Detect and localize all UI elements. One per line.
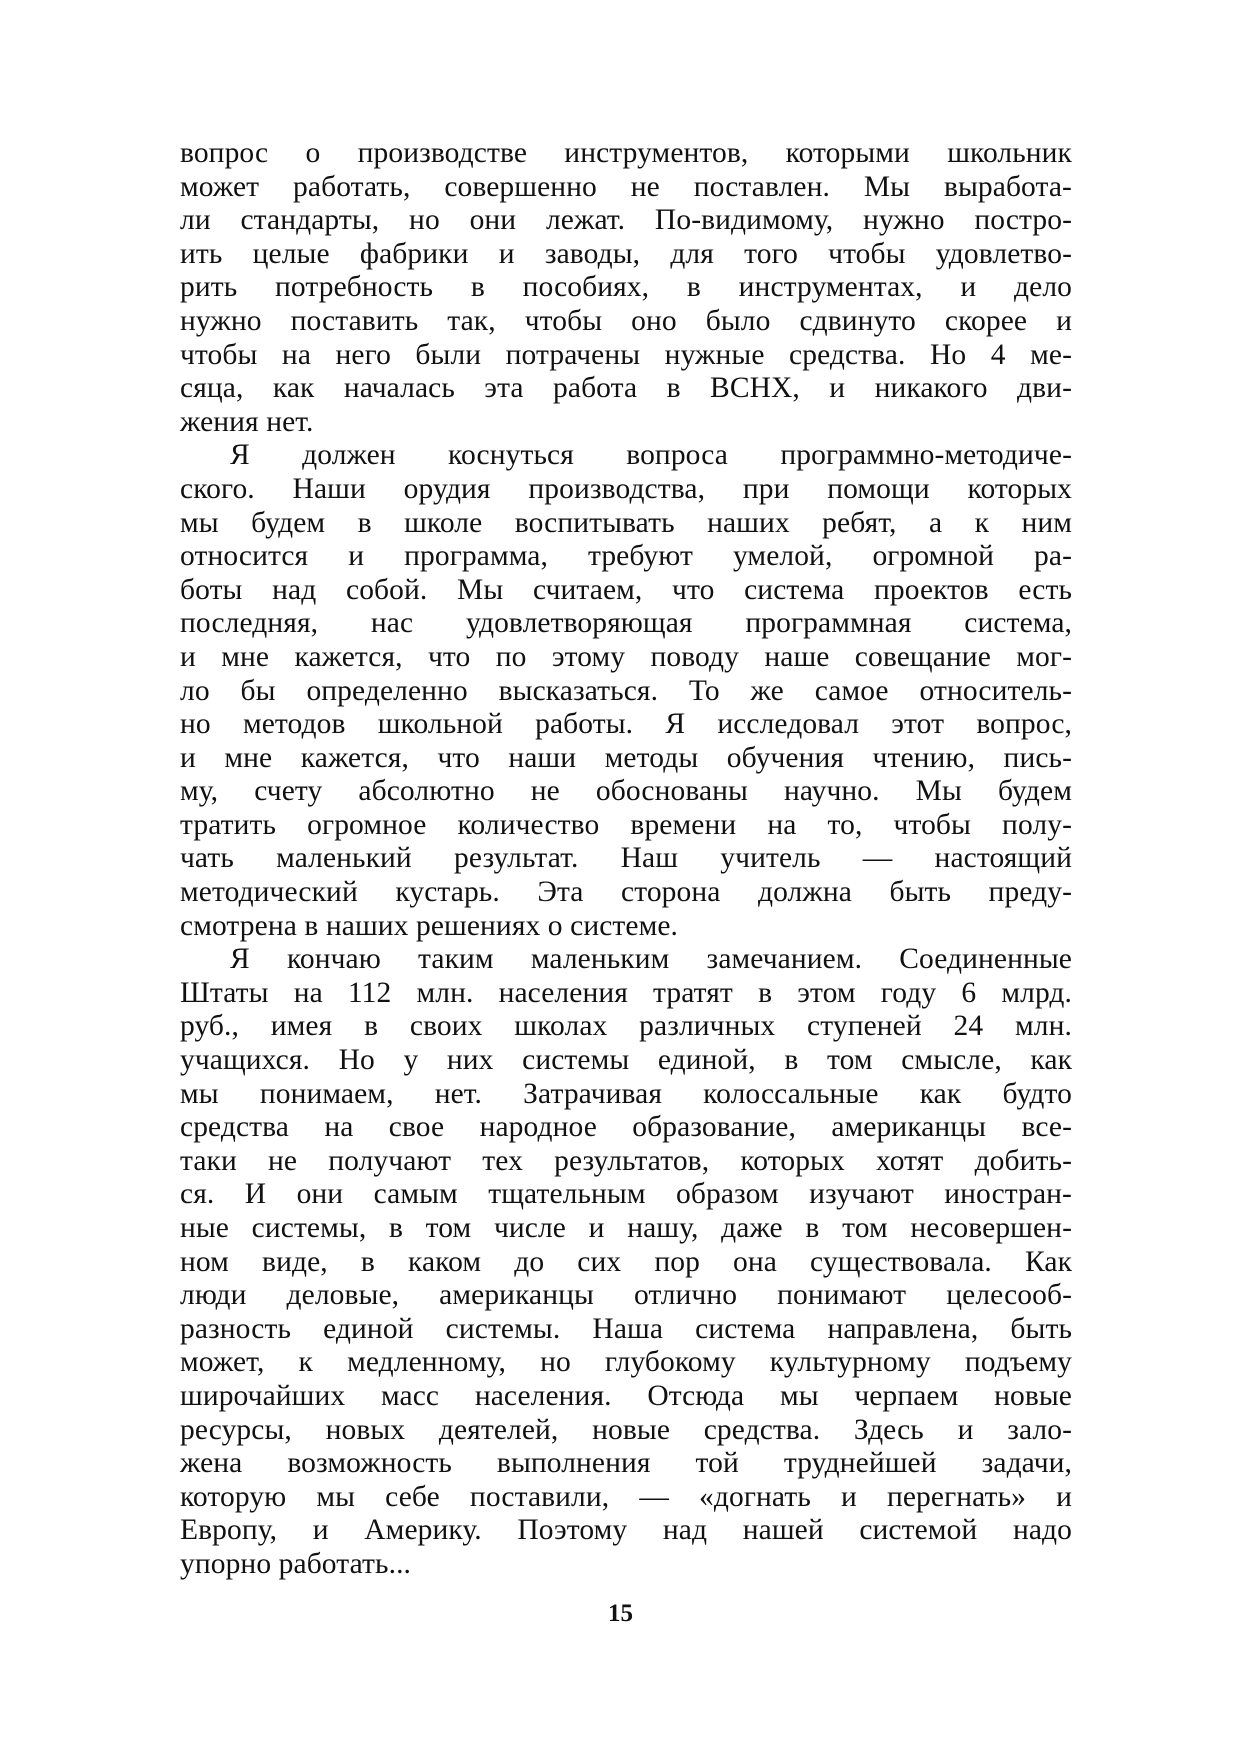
text-line: но методов школьной работы. Я исследовал этот вопрос, (180, 708, 1072, 741)
text-line: учащихся. Но у них системы единой, в том смысле, как (180, 1044, 1072, 1077)
text-line: таки не получают тех результатов, которых хотят добить- (180, 1144, 1072, 1177)
text-line: нужно поставить так, чтобы оно было сдвинуто скорее и (180, 304, 1072, 337)
text-line: Штаты на 112 млн. населения тратят в этом году 6 млрд. (180, 976, 1072, 1009)
text-line: ло бы определенно высказаться. То же самое относитель- (180, 674, 1072, 707)
text-line: ить целые фабрики и заводы, для того чтобы удовлетво- (180, 237, 1072, 270)
text-line: руб., имея в своих школах различных ступеней 24 млн. (180, 1010, 1072, 1043)
text-line: боты над собой. Мы считаем, что система проектов есть (180, 573, 1072, 606)
text-line: тратить огромное количество времени на то, чтобы полу- (180, 808, 1072, 841)
text-line: ном виде, в каком до сих пор она существовала. Как (180, 1245, 1072, 1278)
text-line: жения нет. (180, 405, 314, 438)
text-line: люди деловые, американцы отлично понимают целесооб- (180, 1279, 1072, 1312)
text-line: упорно работать... (180, 1547, 412, 1580)
text-line: может работать, совершенно не поставлен. Мы выработа- (180, 170, 1072, 203)
text-line: Я кончаю таким маленьким замечанием. Соединенные (230, 943, 1072, 976)
body-text (180, 137, 1072, 1582)
text-line: относится и программа, требуют умелой, огромной ра- (180, 540, 1072, 573)
text-line: ные системы, в том числе и нашу, даже в том несовершен- (180, 1212, 1072, 1244)
text-line: му, счету абсолютно не обоснованы научно. Мы будем (180, 775, 1072, 808)
text-line: ли стандарты, но они лежат. По-видимому, нужно постро- (180, 204, 1072, 237)
text-line: разность единой системы. Наша система направлена, быть (180, 1312, 1072, 1345)
text-line: чтобы на него были потрачены нужные средства. Но 4 ме- (180, 338, 1072, 371)
text-line: широчайших масс населения. Отсюда мы черпаем новые (180, 1379, 1072, 1412)
text-line: сяца, как началась эта работа в ВСНХ, и никакого дви- (180, 372, 1072, 405)
page-number: 15 (608, 1600, 633, 1627)
text-line: Я должен коснуться вопроса программно-методиче- (230, 439, 1072, 472)
text-line: Европу, и Америку. Поэтому над нашей системой надо (180, 1514, 1072, 1547)
text-line: которую мы себе поставили, — «догнать и перегнать» и (180, 1480, 1072, 1513)
text-line: вопрос о производстве инструментов, которыми школьник (180, 137, 1072, 169)
text-line: последняя, нас удовлетворяющая программная система, (180, 607, 1072, 640)
text-line: и мне кажется, что по этому поводу наше совещание мог- (180, 640, 1072, 673)
text-line: рить потребность в пособиях, в инструментах, и дело (180, 271, 1072, 304)
text-line: мы будем в школе воспитывать наших ребят, а к ним (180, 506, 1072, 539)
text-line: мы понимаем, нет. Затрачивая колоссальные как будто (180, 1077, 1072, 1110)
text-line: методический кустарь. Эта сторона должна быть преду- (180, 876, 1072, 909)
text-line: может, к медленному, но глубокому культурному подъему (180, 1346, 1072, 1379)
text-line: чать маленький результат. Наш учитель — настоящий (180, 842, 1072, 875)
text-line: ресурсы, новых деятелей, новые средства. Здесь и зало- (180, 1413, 1072, 1446)
text-line: ся. И они самым тщательным образом изучают иностран- (180, 1178, 1072, 1211)
text-line: средства на свое народное образование, американцы все- (180, 1111, 1072, 1144)
text-line: ского. Наши орудия производства, при помощи которых (180, 472, 1072, 505)
text-line: жена возможность выполнения той труднейшей задачи, (180, 1447, 1072, 1480)
text-line: и мне кажется, что наши методы обучения чтению, пись- (180, 741, 1072, 774)
text-line: смотрена в наших решениях о системе. (180, 909, 679, 942)
